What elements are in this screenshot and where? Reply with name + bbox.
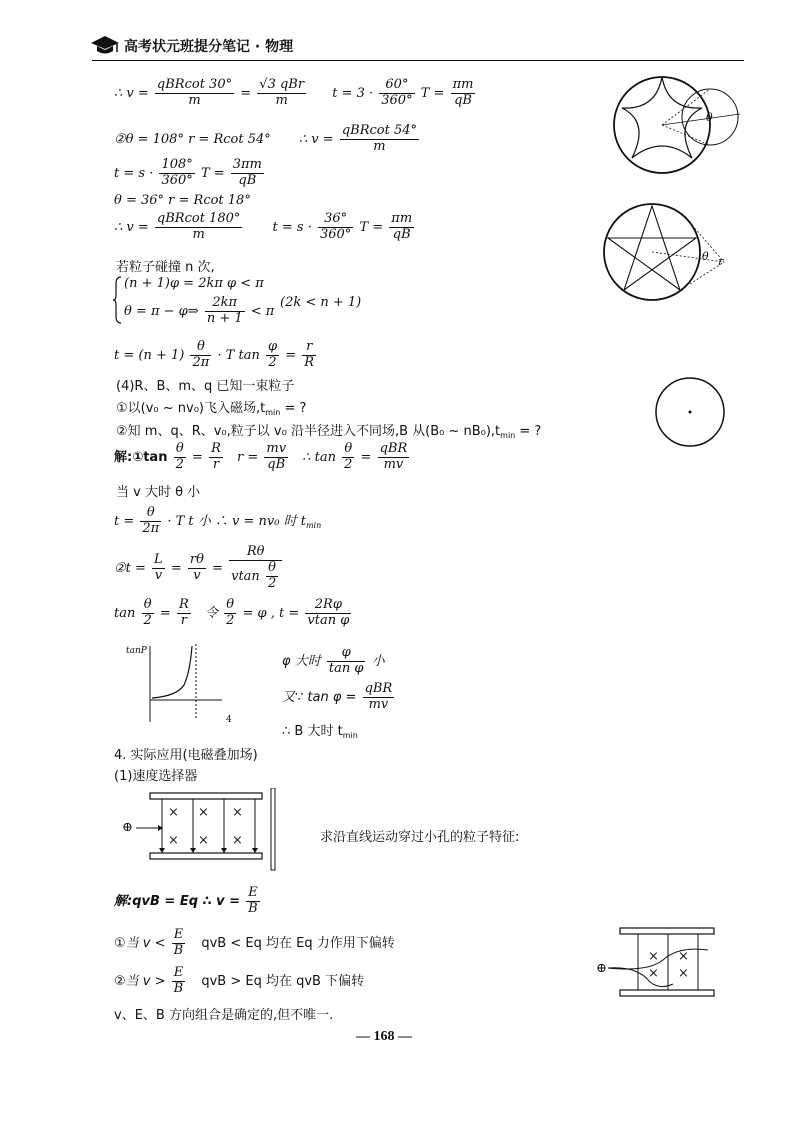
radius-label: r	[718, 255, 724, 268]
formula-line-2: ②θ = 108° r = Rcot 54° ∴ v = $\frac{\text{qBRcot 54°}}{m}$	[114, 123, 417, 154]
formula-line-17: tan $\frac{\theta}{2}$ = $\frac{R}{r}$ 令 $\frac{\theta}{2}$ = φ , t = $\frac{2R\varphi}{\text{vtan φ}}$	[114, 597, 350, 628]
b-field-mark: ×	[168, 833, 179, 848]
equation-line-1: (n + 1)φ = 2kπ φ < π	[124, 276, 264, 291]
equation-line-2: θ = π − φ⇒ $\frac{2k\pi}{n + 1}$ < π	[124, 295, 275, 326]
theta-label: θ	[702, 250, 709, 263]
particle-plus-icon: ⊕	[596, 961, 607, 976]
b-field-mark: ×	[198, 833, 209, 848]
left-brace	[112, 276, 122, 324]
case-line-1: ①当 v < $\frac{E}{B}$ qvB < Eq 均在 Eq 力作用下偏转	[114, 927, 395, 958]
four-collision-figure	[608, 70, 768, 180]
b-field-mark: ×	[648, 966, 659, 981]
formula-line-16: ②t = $\frac{L}{v}$ = $\frac{r\theta}{v}$ = Rθ vtan $\frac{\theta}{2}$	[114, 545, 284, 592]
b-field-mark: ×	[232, 805, 243, 820]
subsection-velocity-selector: (1)速度选择器	[114, 769, 198, 784]
graph-ylabel: tanP	[126, 646, 147, 656]
text-collision: 若粒子碰撞 n 次,	[116, 260, 215, 275]
graph-xlabel: 4	[226, 715, 232, 725]
graph-note-2: 又∵ tan φ = $\frac{\text{qBR}}{mv}$	[282, 681, 393, 712]
text-velocity-selector-question: 求沿直线运动穿过小孔的粒子特征:	[320, 830, 520, 845]
section-title-applications: 4. 实际应用(电磁叠加场)	[114, 748, 258, 763]
text-direction-note: v、E、B 方向组合是确定的,但不唯一.	[114, 1008, 334, 1023]
text-part-4: (4)R、B、m、q 已知一束粒子	[116, 379, 295, 394]
solution-line-selector: 解:qvB = Eq ∴ v = $\frac{E}{B}$	[114, 885, 258, 916]
header-title: 高考状元班提分笔记 · 物理	[124, 39, 294, 55]
b-field-mark: ×	[678, 949, 689, 964]
case-line-2: ②当 v > $\frac{E}{B}$ qvB > Eq 均在 qvB 下偏转	[114, 965, 365, 996]
pentagram-figure	[600, 200, 780, 310]
empty-circle-figure	[652, 374, 728, 450]
formula-line-5: ∴ v = $\frac{\text{qBRcot 180°}}{m}$ t = s · $\frac{36^\circ}{360^\circ}$ T = $\frac{\pi m}{qB}$	[114, 211, 413, 242]
b-field-mark: ×	[198, 805, 209, 820]
b-field-mark: ×	[168, 805, 179, 820]
equation-condition: (2k < n + 1)	[280, 295, 362, 310]
text-question-2: ②知 m、q、R、v₀,粒子以 v₀ 沿半径进入不同场,B 从(B₀ ~ $nB_0),t_{min}$ = ?	[116, 424, 542, 440]
graph-note-1: φ 大时 $\frac{\varphi}{\text{tan φ}}$ 小	[282, 645, 385, 676]
particle-plus-icon: ⊕	[122, 820, 133, 835]
page-number: — 168 —	[356, 1029, 412, 1044]
graduation-cap-icon	[90, 34, 120, 56]
text-question-1: ①以(v₀ ~ nv₀)飞入磁场$,t_{min}$ = ?	[116, 401, 307, 417]
formula-line-9: t = (n + 1) $\frac{\theta}{2\pi}$ · T tan $\frac{\varphi}{2}$ = $\frac{r}{R}$	[114, 339, 315, 370]
solution-line-1: 解:①tan $\frac{\theta}{2}$ = $\frac{R}{r}$ r = $\frac{mv}{qB}$ ∴ tan $\frac{\theta}{2}$ = $\frac{\text{qBR}}{mv}$	[114, 441, 408, 472]
theta-label: θ	[706, 111, 713, 124]
graph-note-3: ∴ B 大时 $t_{min}$	[282, 724, 358, 740]
page-header	[92, 32, 744, 61]
formula-line-1: ∴ v = $\frac{\text{qBRcot 30°}}{m}$ = $\frac{\text{√3 qBr}}{m}$ t = 3 · $\frac{60^\circ}{360^\circ}$ T = $\frac{\pi m}{qB}$	[114, 77, 474, 108]
b-field-mark: ×	[648, 949, 659, 964]
formula-line-3: t = s · $\frac{108^\circ}{360^\circ}$ T = $\frac{3\pi m}{qB}$	[114, 157, 262, 188]
b-field-mark: ×	[678, 966, 689, 981]
b-field-mark: ×	[232, 833, 243, 848]
formula-line-4: θ = 36° r = Rcot 18°	[114, 193, 251, 208]
formula-line-15: t = $\frac{\theta}{2\pi}$ · T t 小 ∴ v = nv₀ 时 $t_{min}$	[114, 505, 322, 536]
text-when-v-large: 当 v 大时 θ 小	[116, 485, 201, 500]
